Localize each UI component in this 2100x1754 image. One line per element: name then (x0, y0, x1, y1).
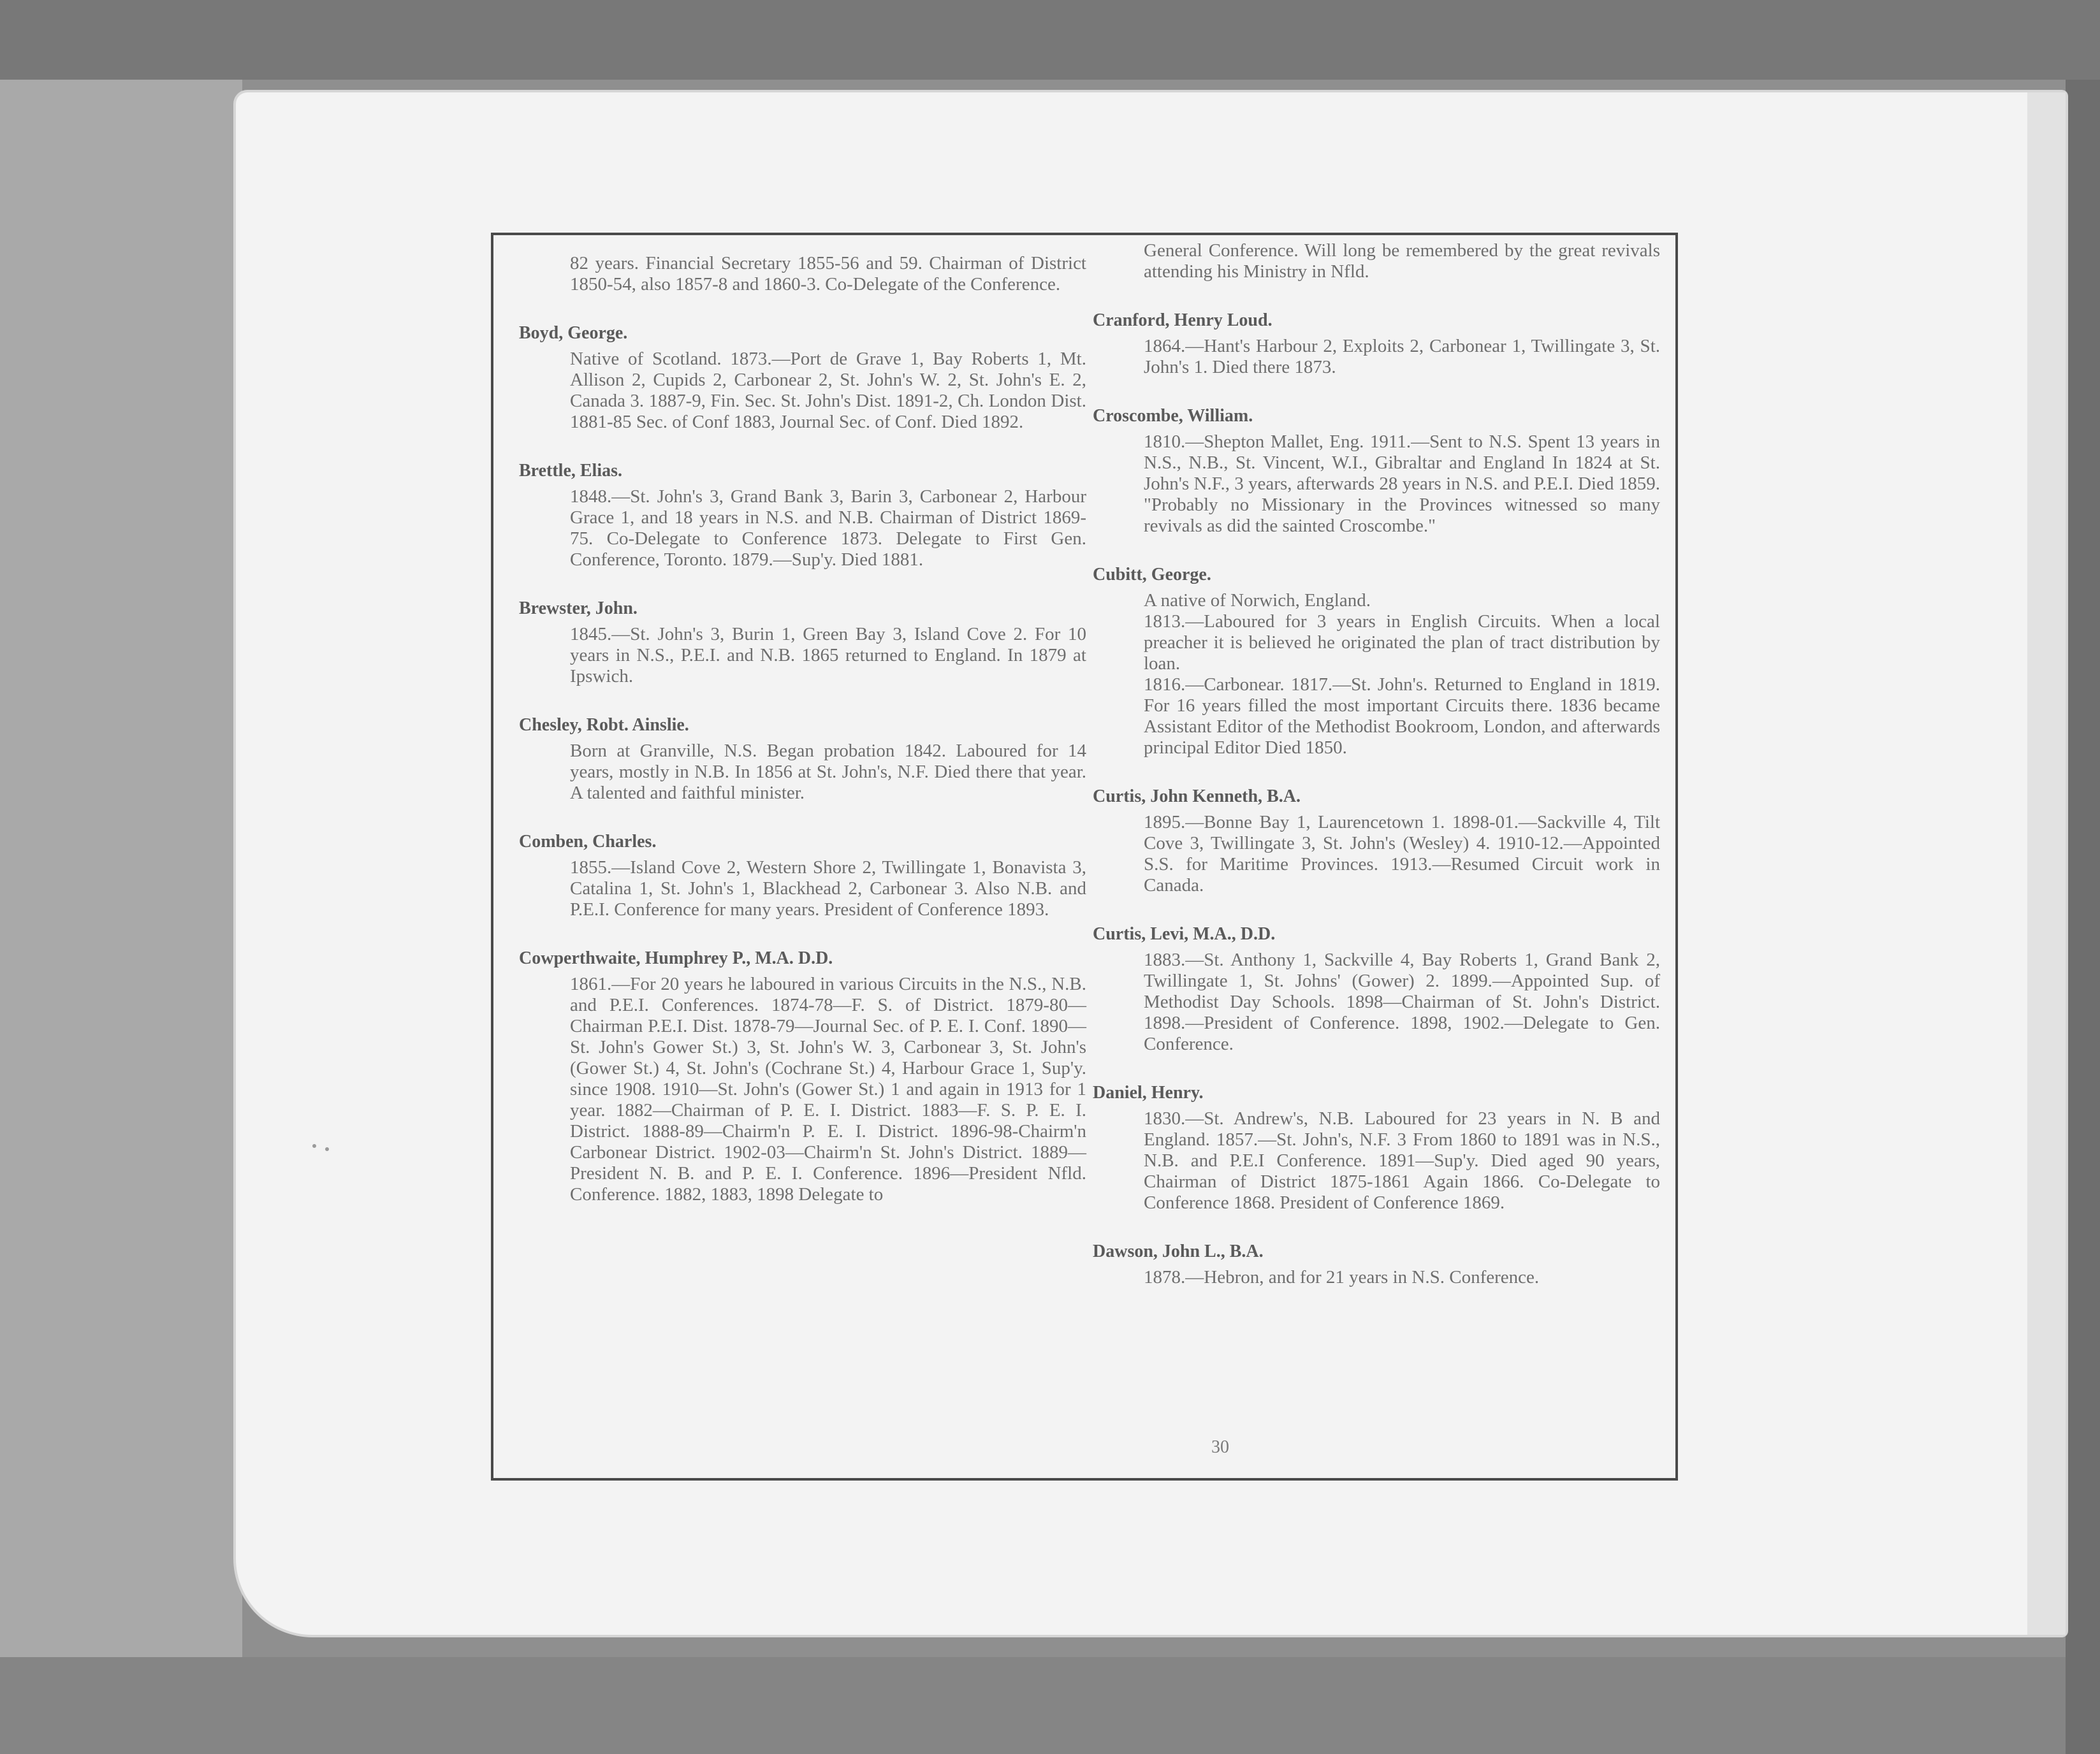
entry-body: 1883.—St. Anthony 1, Sackville 4, Bay Roberts 1, Grand Bank 2, Twillingate 1, St. Johns' (Gower) 2. 1899.—Appointed Sup. of Methodist Day Schools. 1898—Chairman of St. John's District. 1898.—President of Conference. 1898, 1902.—Delegate to Gen. Conference. (1144, 950, 1660, 1054)
entry-name: Cranford, Henry Loud. (1093, 310, 1272, 330)
entry-name: Cubitt, George. (1093, 565, 1211, 584)
entry-daniel (1093, 1083, 1660, 1214)
entry-cubitt (1093, 565, 1660, 758)
scanner-backdrop-top (0, 0, 2100, 80)
entry-name: Boyd, George. (519, 323, 628, 343)
entry-name: Comben, Charles. (519, 832, 657, 852)
entry-cowperthwaite (519, 948, 1086, 1205)
right-column (1093, 240, 1660, 1288)
entry-name: Curtis, John Kenneth, B.A. (1093, 786, 1301, 806)
scanner-backdrop-left (0, 80, 242, 1754)
entry-body: 1845.—St. John's 3, Burin 1, Green Bay 3, Island Cove 2. For 10 years in N.S., P.E.I. and N.B. 1865 returned to England. In 1879 at Ipswich. (570, 624, 1086, 686)
page-number: 30 (1211, 1437, 1229, 1457)
entry-body: 1810.—Shepton Mallet, Eng. 1911.—Sent to N.S. Spent 13 years in N.S., N.B., St. Vincent, W.I., Gibraltar and England In 1824 at St. John's N.F., 3 years, afterwards 28 years in N.S. and P.E.I. Died 1859. "Probably no Missionary in the Provinces witnessed so many revivals as did the sainted Croscombe." (1144, 431, 1660, 536)
continued-entry (1093, 240, 1660, 282)
entry-dawson (1093, 1242, 1660, 1288)
entry-name: Curtis, Levi, M.A., D.D. (1093, 924, 1276, 944)
continued-entry (519, 253, 1086, 295)
entry-paragraph: A native of Norwich, England. (1144, 590, 1371, 611)
scanner-backdrop-right (2066, 80, 2100, 1754)
entry-name: Cowperthwaite, Humphrey P., M.A. D.D. (519, 948, 833, 968)
entry-paragraph: 1816.—Carbonear. 1817.—St. John's. Returned to England in 1819. For 16 years filled the most important Circuits there. 1836 became Assistant Editor of the Methodist Bookroom, London, and afterwards principal Editor Died 1850. (1144, 674, 1660, 758)
entry-body: 1864.—Hant's Harbour 2, Exploits 2, Carbonear 1, Twillingate 3, St. John's 1. Died there 1873. (1144, 336, 1660, 377)
entry-brewster (519, 598, 1086, 687)
document-page (236, 92, 2066, 1635)
entry-curtis-levi (1093, 924, 1660, 1055)
entry-boyd (519, 323, 1086, 433)
entry-body: 1895.—Bonne Bay 1, Laurencetown 1. 1898-01.—Sackville 4, Tilt Cove 3, Twillingate 3, St. John's (Wesley) 4. 1910-12.—Appointed S.S. for Maritime Provinces. 1913.—Resumed Circuit work in Canada. (1144, 812, 1660, 895)
page-edge-strip (2027, 92, 2066, 1635)
entry-name: Croscombe, William. (1093, 406, 1253, 426)
entry-chesley (519, 715, 1086, 804)
entry-body: 1878.—Hebron, and for 21 years in N.S. Conference. (1144, 1267, 1540, 1287)
entry-body: 1848.—St. John's 3, Grand Bank 3, Barin 3, Carbonear 2, Harbour Grace 1, and 18 years in N.S. and N.B. Chairman of District 1869-75. Co-Delegate to Conference 1873. Delegate to First Gen. Conference, Toronto. 1879.—Sup'y. Died 1881. (570, 486, 1086, 570)
entry-croscombe (1093, 406, 1660, 537)
entry-body: 1855.—Island Cove 2, Western Shore 2, Twillingate 1, Bonavista 3, Catalina 1, St. John's 1, Blackhead 2, Carbonear 3. Also N.B. and P.E.I. Conference for many years. President of Conference 1893. (570, 857, 1086, 920)
scan-speck (312, 1144, 316, 1148)
entry-body: 82 years. Financial Secretary 1855-56 and 59. Chairman of District 1850-54, also 1857-8 and 1860-3. Co-Delegate of the Conference. (570, 253, 1086, 294)
entry-curtis-john (1093, 786, 1660, 896)
entry-name: Brettle, Elias. (519, 461, 623, 481)
entry-body: Native of Scotland. 1873.—Port de Grave 1, Bay Roberts 1, Mt. Allison 2, Cupids 2, Carbonear 2, St. John's W. 2, St. John's E. 2, Canada 3. 1887-9, Fin. Sec. St. John's Dist. 1891-2, Ch. London Dist. 1881-85 Sec. of Conf 1883, Journal Sec. of Conf. Died 1892. (570, 349, 1086, 432)
entry-comben (519, 832, 1086, 920)
scan-speck (325, 1147, 329, 1151)
entry-paragraph: 1813.—Laboured for 3 years in English Circuits. When a local preacher it is believed he originated the plan of tract distribution by loan. (1144, 611, 1660, 674)
entry-name: Dawson, John L., B.A. (1093, 1242, 1264, 1261)
entry-body (1144, 590, 1660, 758)
entry-cranford (1093, 310, 1660, 378)
entry-brettle (519, 461, 1086, 570)
entry-body: 1830.—St. Andrew's, N.B. Laboured for 23 years in N. B and England. 1857.—St. John's, N.F. 3 From 1860 to 1891 was in N.S., N.B. and P.E.I Conference. 1891—Sup'y. Died aged 90 years, Chairman of District 1875-1861 Again 1866. Co-Delegate to Conference 1868. President of Conference 1869. (1144, 1108, 1660, 1213)
left-column (519, 253, 1086, 1205)
text-frame (491, 233, 1678, 1481)
entry-body: Born at Granville, N.S. Began probation 1842. Laboured for 14 years, mostly in N.B. In 1856 at St. John's, N.F. Died there that year. A talented and faithful minister. (570, 741, 1086, 803)
entry-body: 1861.—For 20 years he laboured in various Circuits in the N.S., N.B. and P.E.I. Conferences. 1874-78—F. S. of District. 1879-80— Chairman P.E.I. Dist. 1878-79—Journal Sec. of P. E. I. Conf. 1890—St. John's Gower St.) 3, St. John's W. 3, Carbonear 3, St. John's (Gower St.) 4, St. John's (Cochrane St.) 4, Harbour Grace 1, Sup'y. since 1908. 1910—St. John's (Gower St.) 1 and again in 1913 for 1 year. 1882—Chairman of P. E. I. District. 1883—F. S. P. E. I. District. 1888-89—Chairm'n P. E. I. District. 1896-98-Chairm'n Carbonear District. 1902-03—Chairm'n St. John's District. 1889—President N. B. and P. E. I. Conference. 1896—President Nfld. Conference. 1882, 1883, 1898 Delegate to (570, 974, 1086, 1205)
entry-name: Chesley, Robt. Ainslie. (519, 715, 689, 735)
entry-name: Daniel, Henry. (1093, 1083, 1204, 1103)
entry-name: Brewster, John. (519, 598, 638, 618)
scanner-backdrop-bottom (0, 1657, 2100, 1754)
entry-body: General Conference. Will long be remembered by the great revivals attending his Ministry in Nfld. (1144, 240, 1660, 282)
